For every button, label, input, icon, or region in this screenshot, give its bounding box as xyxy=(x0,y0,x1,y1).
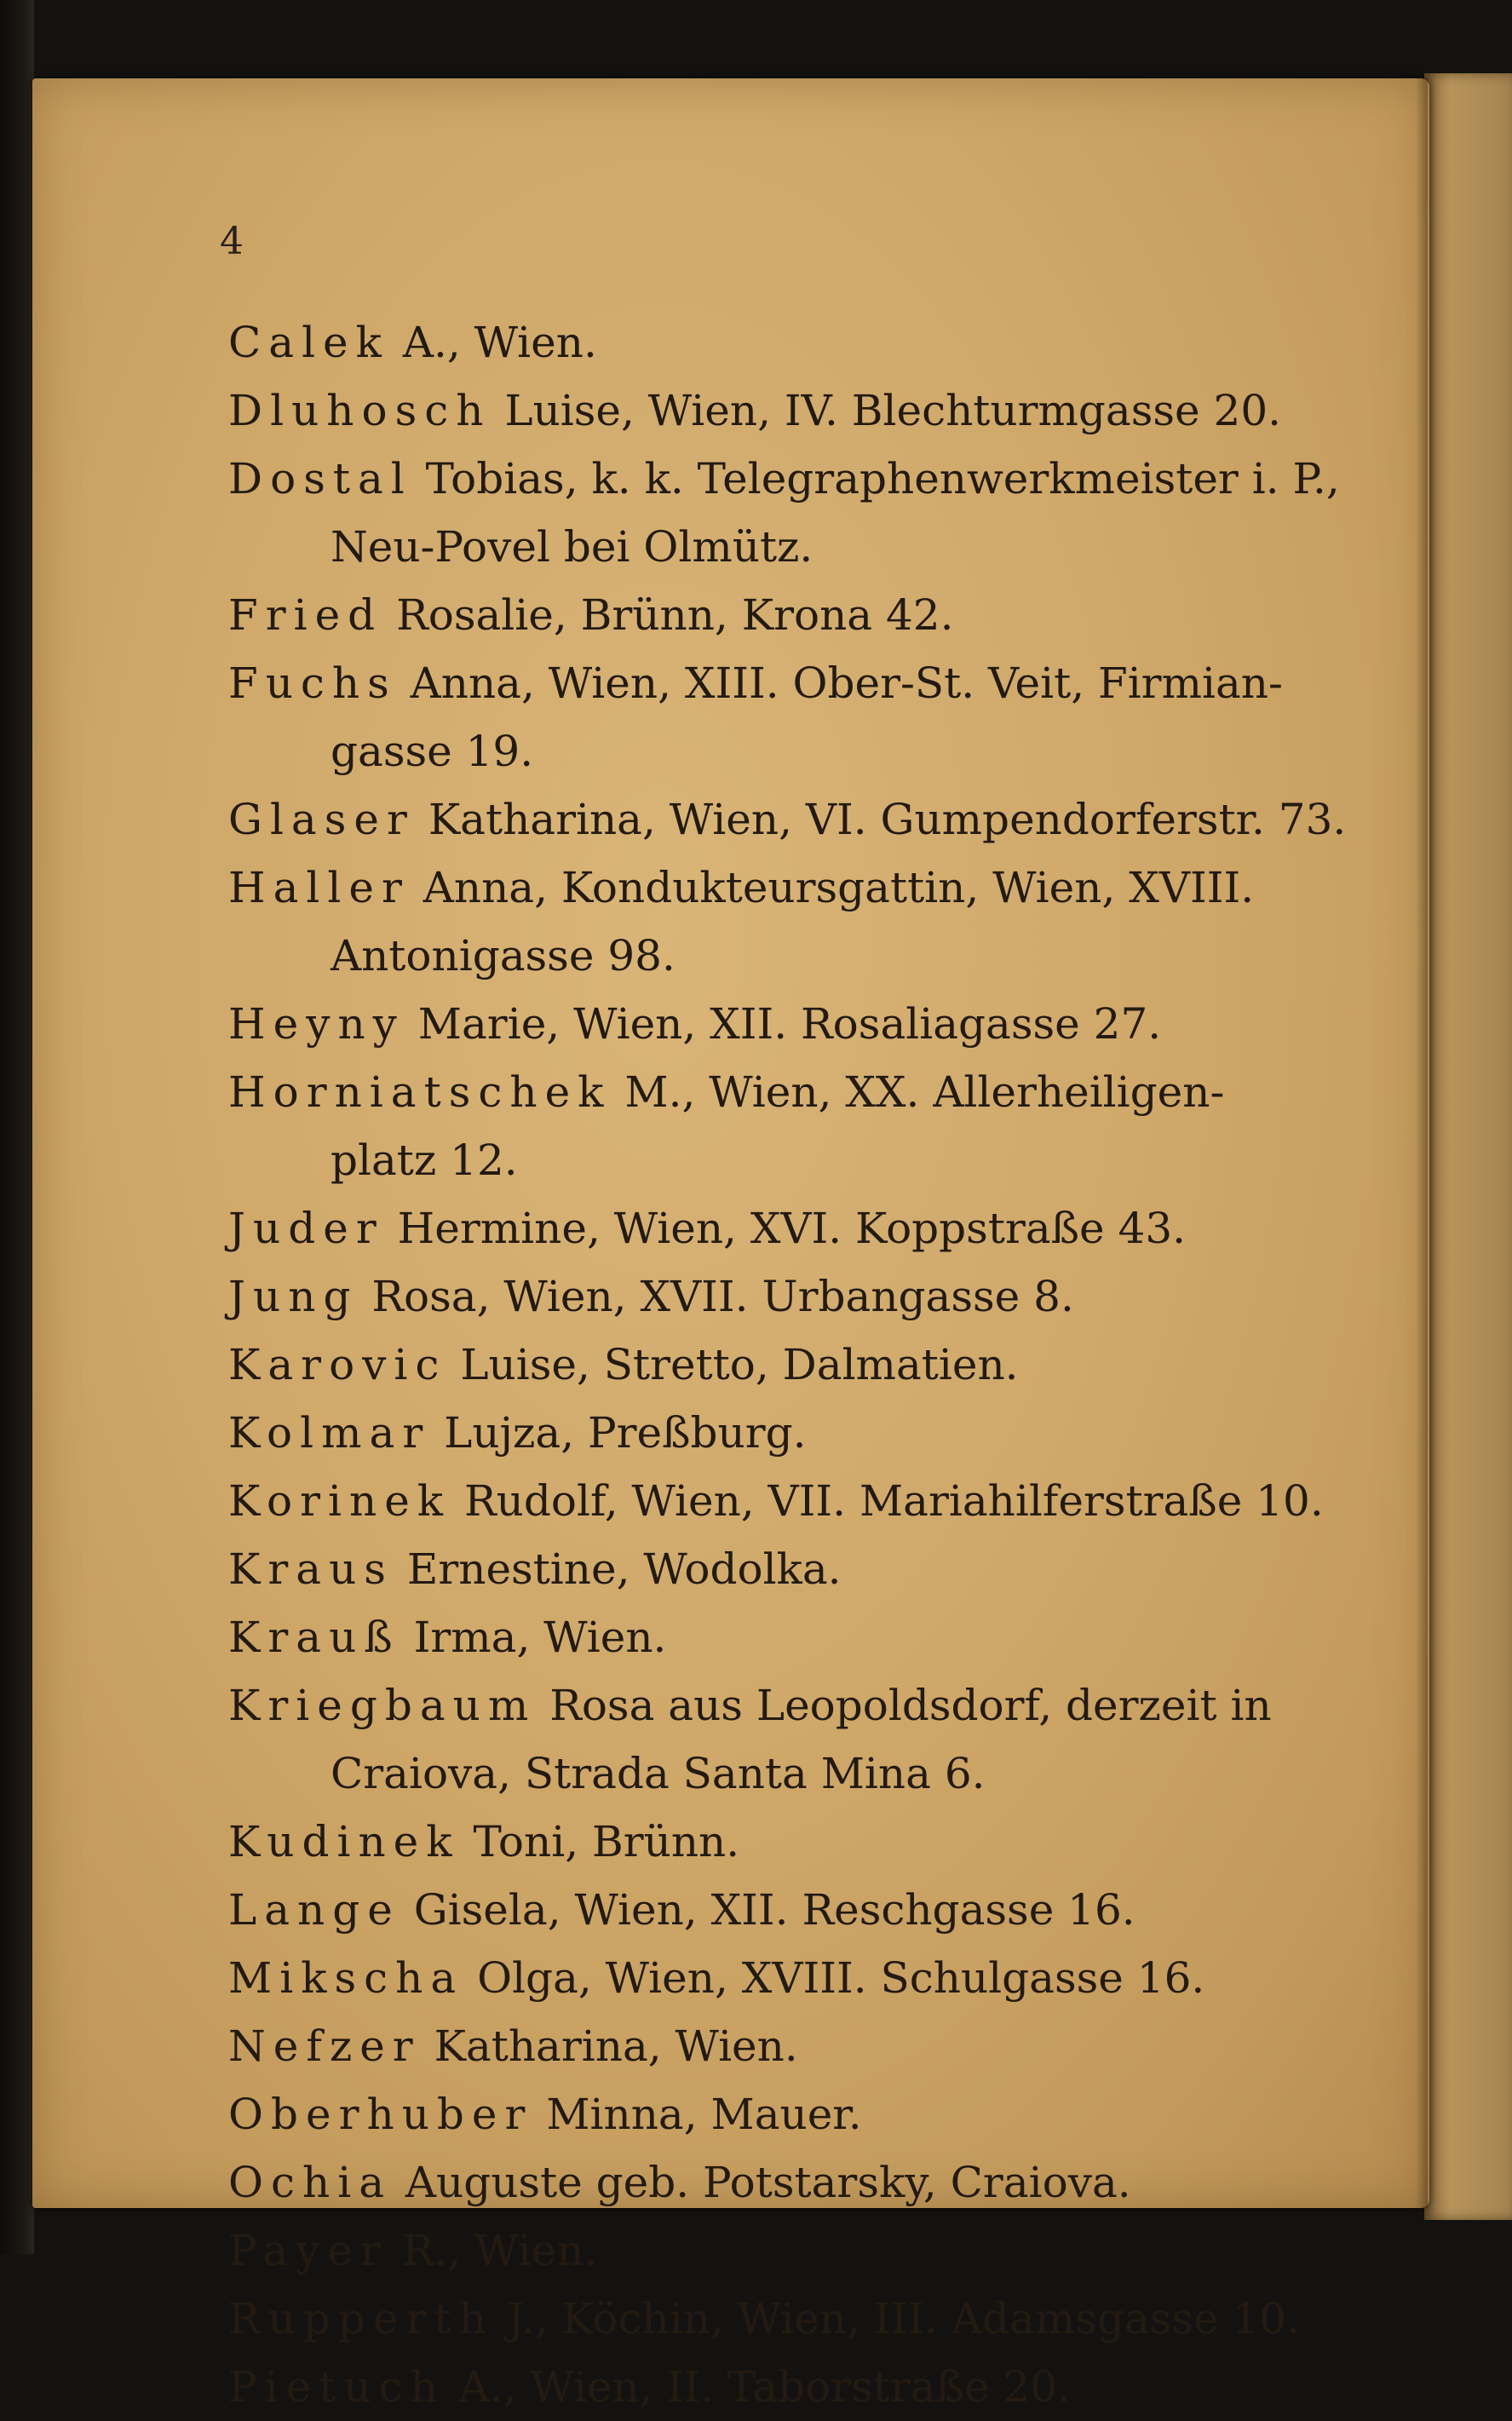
entry-details: R., Wien. xyxy=(401,2226,598,2275)
entry-surname: Payer xyxy=(228,2226,388,2275)
list-item xyxy=(228,2353,1336,2421)
entry-surname: Rupperth xyxy=(228,2294,494,2343)
entry-details: Anna, Wien, XIII. Ober-St. Veit, Firmian- xyxy=(410,658,1283,708)
entry-surname: Jung xyxy=(228,1272,359,1321)
list-item xyxy=(228,1194,1336,1262)
list-item xyxy=(228,1262,1336,1331)
entry-details: J., Köchin, Wien, III. Adamsgasse 10. xyxy=(507,2294,1300,2343)
entry-surname: Nefzer xyxy=(228,2021,421,2071)
entry-details: A., Wien. xyxy=(402,318,597,367)
list-item xyxy=(228,1399,1336,1467)
entry-surname: Krauß xyxy=(228,1613,400,1662)
list-item xyxy=(228,1535,1336,1603)
entry-surname: Dluhosch xyxy=(228,386,492,435)
entry-continuation: Craiova, Strada Santa Mina 6. xyxy=(331,1749,986,1798)
book-spine xyxy=(0,0,34,2254)
entry-surname: Haller xyxy=(228,863,410,912)
entry-surname: Mikscha xyxy=(228,1953,464,2003)
entry-details: Tobias, k. k. Telegraphenwerkmeister i. P., xyxy=(425,454,1340,503)
entry-surname: Kudinek xyxy=(228,1817,460,1866)
entry-details: A., Wien, II. Taborstraße 20. xyxy=(458,2362,1071,2412)
list-item xyxy=(228,1944,1336,2012)
entry-surname: Kolmar xyxy=(228,1408,431,1458)
entry-surname: Fried xyxy=(228,590,383,640)
list-item xyxy=(228,581,1336,649)
entry-details: Katharina, Wien. xyxy=(434,2021,798,2071)
list-item xyxy=(228,1331,1336,1399)
entry-continuation: Neu-Povel bei Olmütz. xyxy=(331,522,813,572)
list-item xyxy=(228,2285,1336,2353)
list-item xyxy=(228,308,1336,377)
entry-surname: Juder xyxy=(228,1204,384,1253)
entry-details: Ernestine, Wodolka. xyxy=(406,1544,842,1594)
entry-details: Hermine, Wien, XVI. Koppstraße 43. xyxy=(397,1204,1187,1253)
list-item xyxy=(228,445,1340,581)
list-item xyxy=(228,785,1347,854)
entry-details: M., Wien, XX. Allerheiligen- xyxy=(624,1067,1225,1117)
entry-details: Anna, Kondukteursgattin, Wien, XVIII. xyxy=(423,863,1255,912)
entry-surname: Fuchs xyxy=(228,658,397,708)
list-item xyxy=(228,2012,1336,2080)
facing-page-edge xyxy=(1424,73,1512,2220)
entry-details: Olga, Wien, XVIII. Schulgasse 16. xyxy=(477,1953,1205,2003)
entry-details: Minna, Mauer. xyxy=(546,2090,862,2139)
entry-details: Auguste geb. Potstarsky, Craiova. xyxy=(405,2158,1131,2207)
entry-surname: Calek xyxy=(228,318,389,367)
entry-surname: Kraus xyxy=(228,1544,394,1594)
entry-continuation: platz 12. xyxy=(331,1136,518,1185)
list-item xyxy=(228,2217,1336,2285)
entry-surname: Pietuch xyxy=(228,2362,446,2412)
entry-details: Katharina, Wien, VI. Gumpendorferstr. 73. xyxy=(428,795,1347,844)
entry-surname: Kriegbaum xyxy=(228,1681,537,1730)
entry-surname: Oberhuber xyxy=(228,2090,533,2139)
list-item xyxy=(228,377,1336,445)
entry-surname: Horniatschek xyxy=(228,1067,612,1117)
entry-continuation: Antonigasse 98. xyxy=(331,931,676,980)
list-item xyxy=(228,2148,1336,2217)
address-list xyxy=(228,308,1347,2421)
list-item xyxy=(228,1808,1336,1876)
entry-details: Rosa aus Leopoldsdorf, derzeit in xyxy=(549,1681,1272,1730)
entry-continuation: gasse 19. xyxy=(331,727,534,776)
entry-details: Gisela, Wien, XII. Reschgasse 16. xyxy=(413,1885,1135,1935)
entry-surname: Lange xyxy=(228,1885,400,1935)
list-item xyxy=(228,2080,1336,2148)
entry-details: Marie, Wien, XII. Rosaliagasse 27. xyxy=(417,999,1162,1049)
page-number: 4 xyxy=(220,220,244,263)
entry-details: Rudolf, Wien, VII. Mariahilferstraße 10. xyxy=(464,1476,1324,1526)
list-item xyxy=(228,1467,1336,1535)
entry-details: Luise, Wien, IV. Blechturmgasse 20. xyxy=(504,386,1282,435)
entry-details: Toni, Brünn. xyxy=(473,1817,740,1866)
entry-details: Lujza, Preßburg. xyxy=(444,1408,807,1458)
list-item xyxy=(228,854,1336,990)
list-item xyxy=(228,649,1336,785)
entry-details: Irma, Wien. xyxy=(413,1613,667,1662)
list-item xyxy=(228,1671,1336,1808)
entry-details: Rosalie, Brünn, Krona 42. xyxy=(396,590,954,640)
entry-surname: Dostal xyxy=(228,454,412,503)
list-item xyxy=(228,1058,1336,1194)
entry-details: Luise, Stretto, Dalmatien. xyxy=(460,1340,1019,1389)
list-item xyxy=(228,1603,1336,1671)
entry-surname: Ochia xyxy=(228,2158,392,2207)
list-item xyxy=(228,990,1336,1058)
entry-surname: Karovic xyxy=(228,1340,447,1389)
list-item xyxy=(228,1876,1336,1944)
entry-surname: Glaser xyxy=(228,795,415,844)
page-gutter-shadow xyxy=(1416,78,1428,2208)
entry-details: Rosa, Wien, XVII. Urbangasse 8. xyxy=(371,1272,1074,1321)
entry-surname: Heyny xyxy=(228,999,405,1049)
entry-surname: Korinek xyxy=(228,1476,451,1526)
